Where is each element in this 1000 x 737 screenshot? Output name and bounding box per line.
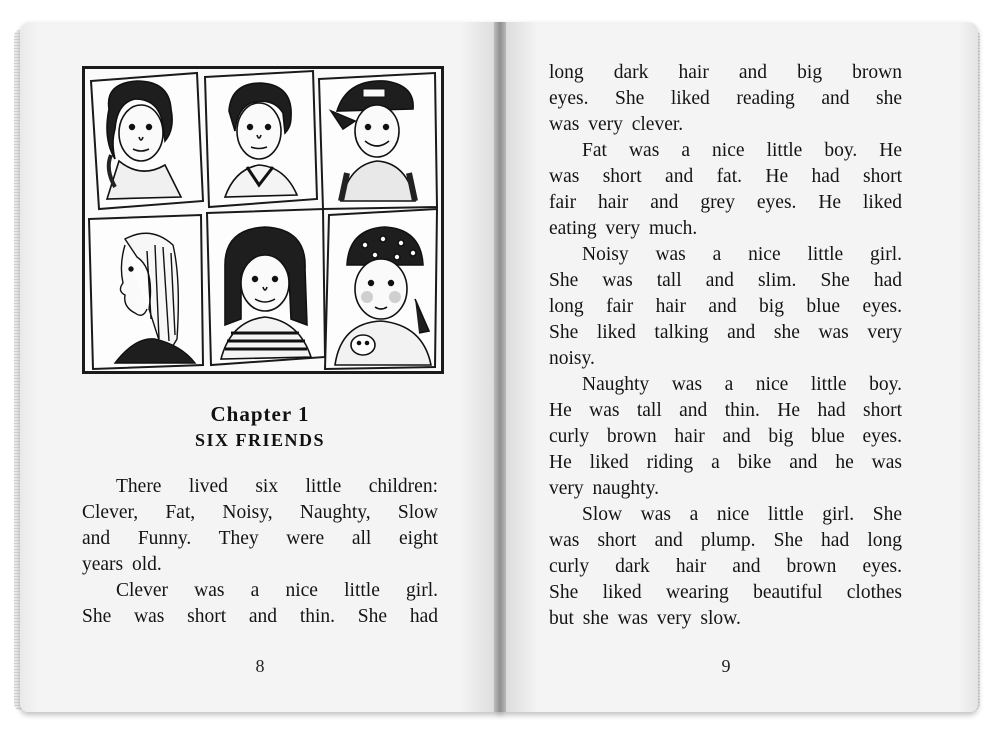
chapter-title: SIX FRIENDS xyxy=(194,430,326,450)
text-line: He was tall and thin. He had short xyxy=(549,400,902,421)
text-line: long fair hair and big blue eyes. xyxy=(549,296,902,317)
text-line: Fat was a nice little boy. He xyxy=(582,140,902,161)
text-line: curly dark hair and brown eyes. xyxy=(549,556,902,577)
text-line: was very clever. xyxy=(549,114,684,135)
text-line: was short and plump. She had long xyxy=(549,530,902,551)
text-line: She liked talking and she was very xyxy=(549,322,902,343)
children-portraits-illustration xyxy=(82,66,444,374)
text-line: Slow was a nice little girl. She xyxy=(582,504,902,525)
page-number-right: 9 xyxy=(721,656,731,676)
text-line: He liked riding a bike and he was xyxy=(549,452,902,473)
text-line: very naughty. xyxy=(549,478,659,499)
chapter-number: Chapter 1 xyxy=(210,402,310,426)
text-line: eyes. She liked reading and she xyxy=(549,88,902,109)
text-line: and Funny. They were all eight xyxy=(82,528,438,549)
text-line: There lived six little children: xyxy=(116,476,438,497)
text-line: She liked wearing beautiful clothes xyxy=(549,582,902,603)
portraits-drawing xyxy=(85,69,441,371)
text-line: noisy. xyxy=(549,348,595,369)
text-line: She was tall and slim. She had xyxy=(549,270,902,291)
text-line: long dark hair and big brown xyxy=(549,62,902,83)
book-gutter xyxy=(494,22,506,712)
text-line: Naughty was a nice little boy. xyxy=(582,374,902,395)
page-number-left: 8 xyxy=(255,656,265,676)
text-line: fair hair and grey eyes. He liked xyxy=(549,192,902,213)
text-line: She was short and thin. She had xyxy=(82,606,438,627)
text-line: years old. xyxy=(82,554,162,575)
text-line: eating very much. xyxy=(549,218,698,239)
text-line: Clever, Fat, Noisy, Naughty, Slow xyxy=(82,502,438,523)
text-line: Clever was a nice little girl. xyxy=(116,580,438,601)
text-line: Noisy was a nice little girl. xyxy=(582,244,902,265)
portrait-girl-dark-hair-icon xyxy=(221,227,311,359)
text-line: was short and fat. He had short xyxy=(549,166,902,187)
text-line: curly brown hair and big blue eyes. xyxy=(549,426,902,447)
text-line: but she was very slow. xyxy=(549,608,741,629)
